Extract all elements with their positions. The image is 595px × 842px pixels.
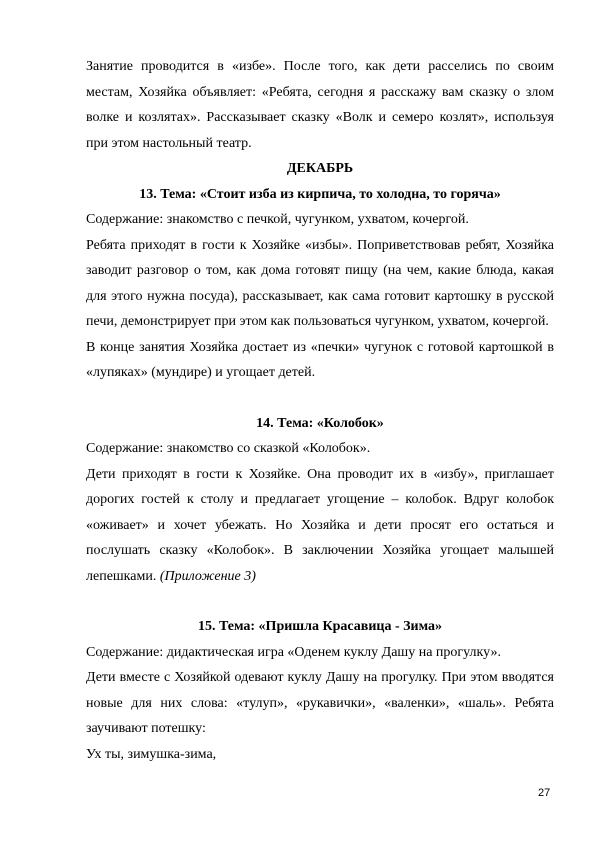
paragraph-line: «оживает» и хочет убежать. Но Хозяйка и дети просят его остаться и bbox=[86, 517, 554, 533]
verse-line: Ух ты, зимушка-зима, bbox=[86, 746, 217, 762]
line-text: лепешками. bbox=[86, 568, 160, 584]
theme-14-body bbox=[86, 462, 554, 590]
paragraph-line: Дети вместе с Хозяйкой одевают куклу Дашу на прогулку. При этом вводятся bbox=[86, 670, 554, 685]
intro-paragraph bbox=[86, 54, 554, 156]
theme-14-content: Содержание: знакомство со сказкой «Колобок». bbox=[86, 441, 371, 456]
paragraph-line: местам, Хозяйка объявляет: «Ребята, сегодня я расскажу вам сказку о злом bbox=[86, 84, 554, 100]
paragraph-line: новые для них слова: «тулуп», «рукавички», «валенки», «шаль». Ребята bbox=[86, 695, 554, 711]
paragraph-line: волке и козлятах». Рассказывает сказку «Волк и семеро козлят», используя bbox=[86, 110, 554, 125]
page-number: 27 bbox=[538, 787, 551, 799]
appendix-reference: (Приложение 3) bbox=[159, 568, 256, 584]
section-spacer bbox=[86, 589, 554, 614]
paragraph-line: печи, демонстрирует при этом как пользоваться чугунком, ухватом, кочергой. bbox=[86, 314, 549, 329]
paragraph-line: «лупяках» (мундире) и угощает детей. bbox=[86, 365, 316, 380]
theme-14-title: 14. Тема: «Колобок» bbox=[256, 415, 384, 431]
theme-13-title: 13. Тема: «Стоит изба из кирпича, то холодна, то горяча» bbox=[139, 186, 501, 202]
month-heading: ДЕКАБРЬ bbox=[286, 161, 354, 176]
paragraph-line: для этого нужна посуда), рассказывает, как сама готовит картошку в русской bbox=[86, 288, 554, 304]
paragraph-line: Дети приходят в гости к Хозяйке. Она проводит их в «избу», приглашает bbox=[86, 466, 554, 482]
theme-13-body bbox=[86, 233, 554, 386]
paragraph-line: заучивают потешку: bbox=[86, 721, 206, 736]
paragraph-line: заводит разговор о том, как дома готовят пищу (на чем, какие блюда, какая bbox=[86, 263, 554, 278]
page-content bbox=[86, 54, 554, 767]
theme-15-body bbox=[86, 665, 554, 767]
paragraph-line: В конце занятия Хозяйка достает из «печки» чугунок с готовой картошкой в bbox=[86, 339, 554, 355]
theme-15-title: 15. Тема: «Пришла Красавица - Зима» bbox=[197, 619, 443, 634]
paragraph-line: при этом настольный театр. bbox=[86, 135, 252, 151]
theme-13-content: Содержание: знакомство с печкой, чугунком, ухватом, кочергой. bbox=[86, 212, 469, 227]
section-spacer bbox=[86, 386, 554, 411]
paragraph-line: Ребята приходят в гости к Хозяйке «избы». Поприветствовав ребят, Хозяйка bbox=[86, 237, 554, 253]
theme-15-content: Содержание: дидактическая игра «Оденем куклу Дашу на прогулку». bbox=[86, 644, 501, 660]
paragraph-line: послушать сказку «Колобок». В заключении Хозяйка угощает малышей bbox=[86, 543, 554, 558]
paragraph-line bbox=[86, 564, 554, 590]
paragraph-line: Занятие проводится в «избе». После того, как дети расселись по своим bbox=[86, 59, 554, 74]
paragraph-line: дорогих гостей к столу и предлагает угощение – колобок. Вдруг колобок bbox=[86, 492, 554, 507]
